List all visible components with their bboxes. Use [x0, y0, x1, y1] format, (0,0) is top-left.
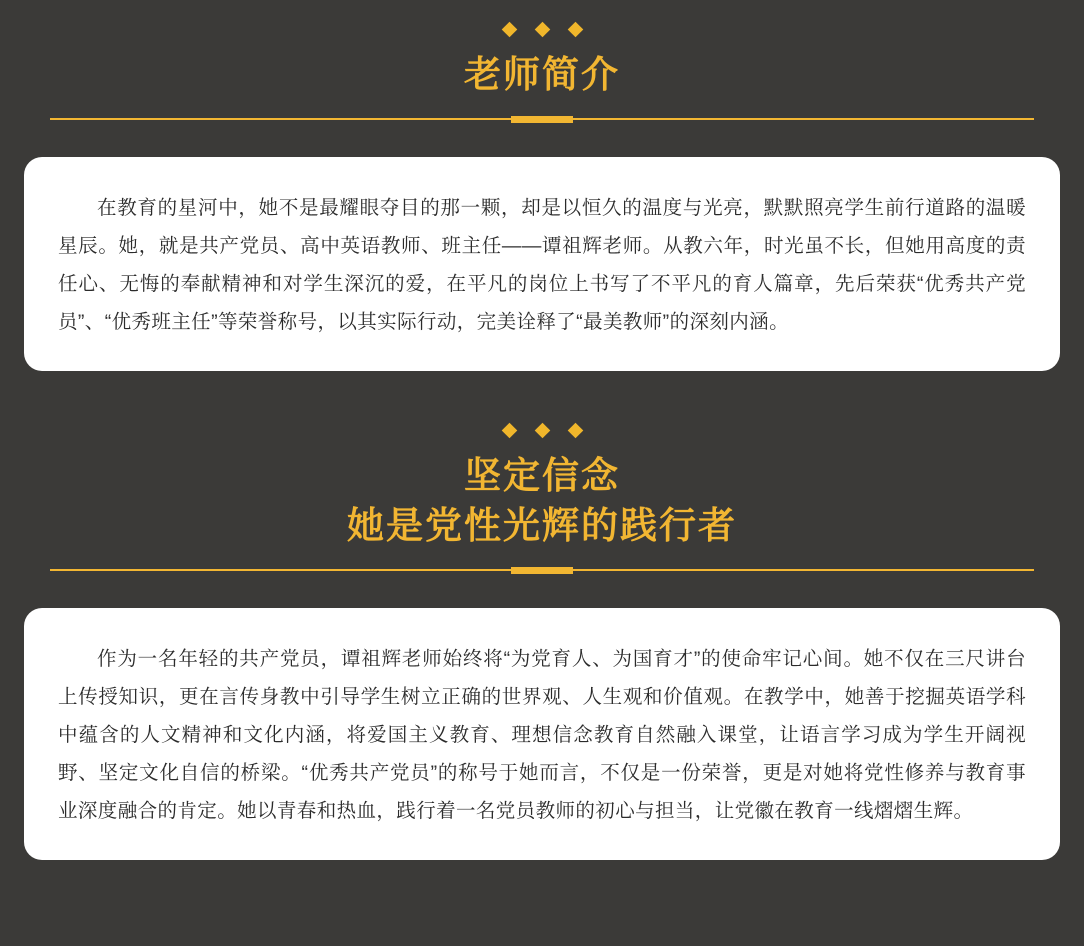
diamond-icon	[501, 422, 517, 438]
section-header-teacher-intro	[0, 0, 1084, 123]
title-divider	[0, 567, 1084, 574]
section-title: 老师简介	[464, 54, 620, 95]
diamond-ornament	[0, 22, 1084, 36]
section-header-firm-belief	[0, 401, 1084, 574]
section-title-line-2: 她是党性光辉的践行者	[347, 504, 737, 546]
diamond-icon	[567, 422, 583, 438]
divider-center-block	[511, 116, 573, 123]
divider-center-block	[511, 567, 573, 574]
diamond-ornament	[0, 423, 1084, 437]
diamond-icon	[534, 422, 550, 438]
diamond-icon	[567, 21, 583, 37]
section-title-line-1: 坚定信念	[464, 455, 620, 496]
content-card-firm-belief	[24, 608, 1060, 860]
diamond-icon	[501, 21, 517, 37]
diamond-icon	[534, 21, 550, 37]
body-paragraph: 在教育的星河中，她不是最耀眼夺目的那一颗，却是以恒久的温度与光亮，默默照亮学生前行道路的温暖星辰。她，就是共产党员、高中英语教师、班主任——谭祖辉老师。从教六年，时光虽不长，但她用高度的责任心、无悔的奉献精神和对学生深沉的爱，在平凡的岗位上书写了不平凡的育人篇章，先后荣获“优秀共产党员”、“优秀班主任”等荣誉称号，以其实际行动，完美诠释了“最美教师”的深刻内涵。	[58, 196, 1026, 333]
divider-left	[50, 118, 511, 120]
divider-right	[573, 569, 1034, 571]
body-paragraph: 作为一名年轻的共产党员，谭祖辉老师始终将“为党育人、为国育才”的使命牢记心间。她不仅在三尺讲台上传授知识，更在言传身教中引导学生树立正确的世界观、人生观和价值观。在教学中，她善于挖掘英语学科中蕴含的人文精神和文化内涵，将爱国主义教育、理想信念教育自然融入课堂，让语言学习成为学生开阔视野、坚定文化自信的桥梁。“优秀共产党员”的称号于她而言，不仅是一份荣誉，更是对她将党性修养与教育事业深度融合的肯定。她以青春和热血，践行着一名党员教师的初心与担当，让党徽在教育一线熠熠生辉。	[58, 647, 1026, 822]
divider-right	[573, 118, 1034, 120]
divider-left	[50, 569, 511, 571]
section-spacer	[0, 371, 1084, 401]
title-divider	[0, 116, 1084, 123]
content-card-teacher-intro	[24, 157, 1060, 371]
